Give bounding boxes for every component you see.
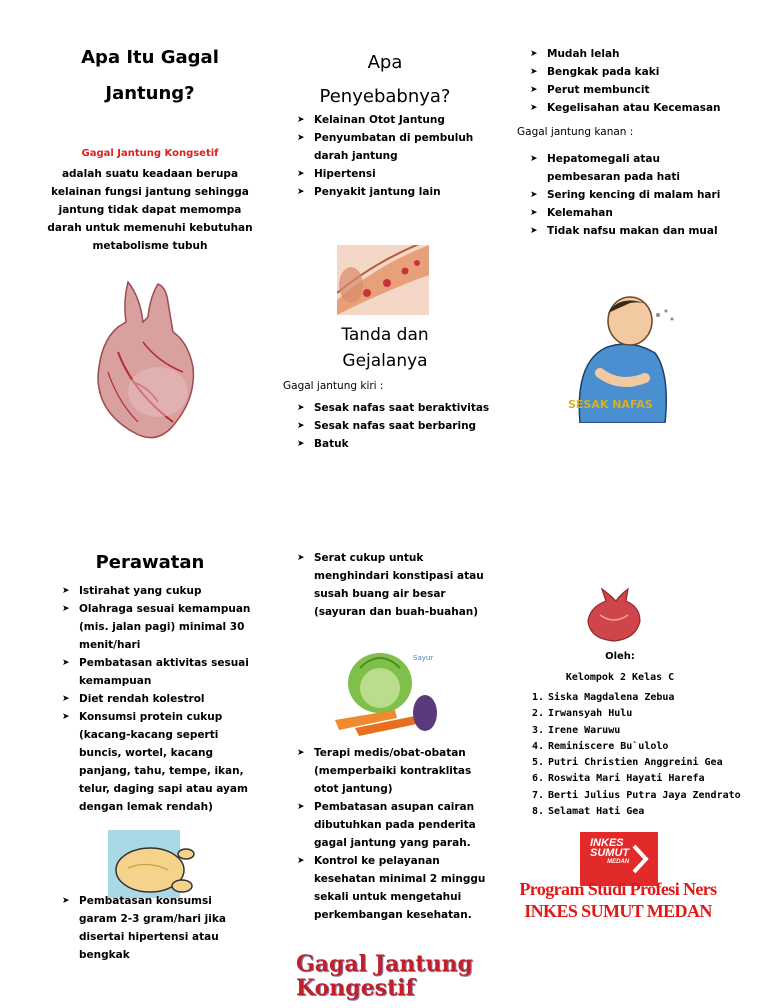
cause-item: ➤ Penyumbatan di pembuluh darah jantung <box>297 129 487 165</box>
brochure-title-line1: Gagal Jantung <box>296 951 473 977</box>
vegetables-illustration <box>325 638 440 738</box>
care-item: ➤ Istirahat yang cukup <box>62 582 252 600</box>
care-list-2 <box>297 549 487 621</box>
member-item: 2. Irwansyah Hulu <box>532 708 633 720</box>
right-heart-failure-label: Gagal jantung kanan : <box>517 126 634 138</box>
sign-item: ➤ Kelemahan <box>530 204 730 222</box>
care-item: ➤ Kontrol ke pelayanan kesehatan minimal 2 minggu sekali untuk mengetahui perkembangan kesehatan. <box>297 852 487 924</box>
member-item: 6. Roswita Mari Hayati Harefa <box>532 773 705 785</box>
sign-item: ➤ Kegelisahan atau Kecemasan <box>530 99 745 117</box>
definition-line: adalah suatu keadaan berupa <box>61 168 239 180</box>
heart-illustration <box>88 272 213 447</box>
title-causes-line2: Penyebabnya? <box>319 86 451 107</box>
left-signs-list <box>297 399 497 453</box>
title-signs <box>295 322 475 374</box>
title-causes <box>290 46 480 114</box>
cause-item: ➤ Penyakit jantung lain <box>297 183 487 201</box>
care-item: ➤ Terapi medis/obat-obatan (memperbaiki kontraklitas otot jantung) <box>297 744 487 798</box>
title-what-is <box>40 40 260 112</box>
sign-item: ➤ Hepatomegali atau pembesaran pada hati <box>530 150 730 186</box>
left-signs-list-cont <box>530 45 745 117</box>
care-list <box>62 582 252 816</box>
title-signs-line2: Gejalanya <box>342 351 428 371</box>
definition-line: jantung tidak dapat memompa <box>58 204 242 216</box>
program-label <box>518 878 718 922</box>
sign-item: ➤ Mudah lelah <box>530 45 745 63</box>
title-what-is-line2: Jantung? <box>105 83 195 104</box>
care-item: ➤ Pembatasan asupan cairan dibutuhkan pada penderita gagal jantung yang parah. <box>297 798 487 852</box>
care-item: ➤ Pembatasan konsumsi garam 2-3 gram/hari jika disertai hipertensi atau bengkak <box>62 892 252 964</box>
sign-item: ➤ Bengkak pada kaki <box>530 63 745 81</box>
care-item: ➤ Diet rendah kolestrol <box>62 690 252 708</box>
shortness-of-breath-label: SESAK NAFAS <box>568 398 653 411</box>
title-causes-line1: Apa <box>367 52 403 73</box>
member-item: 5. Putri Christien Anggreini Gea <box>532 757 723 769</box>
group-label: Kelompok 2 Kelas C <box>565 672 675 683</box>
member-item: 1. Siska Magdalena Zebua <box>532 692 675 703</box>
right-signs-list <box>530 150 730 240</box>
cause-item: ➤ Hipertensi <box>297 165 487 183</box>
definition-line: darah untuk memenuhi kebutuhan <box>47 222 253 234</box>
definition-line: kelainan fungsi jantung sehingga <box>51 186 249 198</box>
sign-item: ➤ Sesak nafas saat berbaring <box>297 417 497 435</box>
sign-item: ➤ Perut membuncit <box>530 81 745 99</box>
definition-block <box>30 165 270 255</box>
sign-item: ➤ Batuk <box>297 435 497 453</box>
sign-item: ➤ Sesak nafas saat beraktivitas <box>297 399 497 417</box>
sign-item: ➤ Sering kencing di malam hari <box>530 186 730 204</box>
member-item: 3. Irene Waruwu <box>532 724 621 736</box>
term-label: Gagal Jantung Kongsetif <box>81 148 219 159</box>
logo-chevron-icon <box>632 844 650 874</box>
members-list <box>532 690 752 820</box>
program-line1: Program Studi Profesi Ners <box>519 879 717 899</box>
care-item: ➤ Olahraga sesuai kemampuan (mis. jalan pagi) minimal 30 menit/hari <box>62 600 252 654</box>
sign-item: ➤ Tidak nafsu makan dan mual <box>530 222 730 240</box>
brochure-title <box>296 952 496 1000</box>
care-item: ➤ Konsumsi protein cukup (kacang-kacang seperti buncis, wortel, kacang panjang, tahu, tempe, ikan, telur, daging sapi atau ayam dengan lemak rendah) <box>62 708 252 816</box>
care-list-3 <box>297 744 487 924</box>
title-what-is-line1: Apa Itu Gagal <box>81 47 219 68</box>
member-item: 4. Reminiscere Bu`ulolo <box>532 740 669 752</box>
logo-text-line2: SUMUT <box>590 847 630 859</box>
cause-item: ➤ Kelainan Otot Jantung <box>297 111 487 129</box>
member-item: 8. Selamat Hati Gea <box>532 806 645 818</box>
causes-list <box>297 111 487 201</box>
logo-text-line1: INKES <box>590 837 624 849</box>
small-heart-illustration <box>580 585 648 645</box>
care-list-last <box>62 892 252 964</box>
logo-text-line3: MEDAN <box>607 859 630 865</box>
by-label: Oleh: <box>605 651 635 662</box>
program-line2: INKES SUMUT MEDAN <box>524 901 712 921</box>
care-title: Perawatan <box>95 552 205 573</box>
shortness-of-breath-illustration <box>560 293 695 423</box>
definition-line: metabolisme tubuh <box>92 240 208 252</box>
brochure-title-line2: Kongestif <box>296 975 416 1001</box>
vegetables-label: Sayur <box>413 654 434 662</box>
left-heart-failure-label: Gagal jantung kiri : <box>283 380 384 392</box>
chicken-illustration-frame <box>108 830 180 898</box>
title-signs-line1: Tanda dan <box>341 325 429 345</box>
member-item: 7. Berti Julius Putra Jaya Zendrato <box>532 789 741 801</box>
care-item: ➤ Serat cukup untuk menghindari konstipasi atau susah buang air besar (sayuran dan buah-buahan) <box>297 549 487 621</box>
blood-vessel-illustration <box>337 245 429 315</box>
care-item: ➤ Pembatasan aktivitas sesuai kemampuan <box>62 654 252 690</box>
